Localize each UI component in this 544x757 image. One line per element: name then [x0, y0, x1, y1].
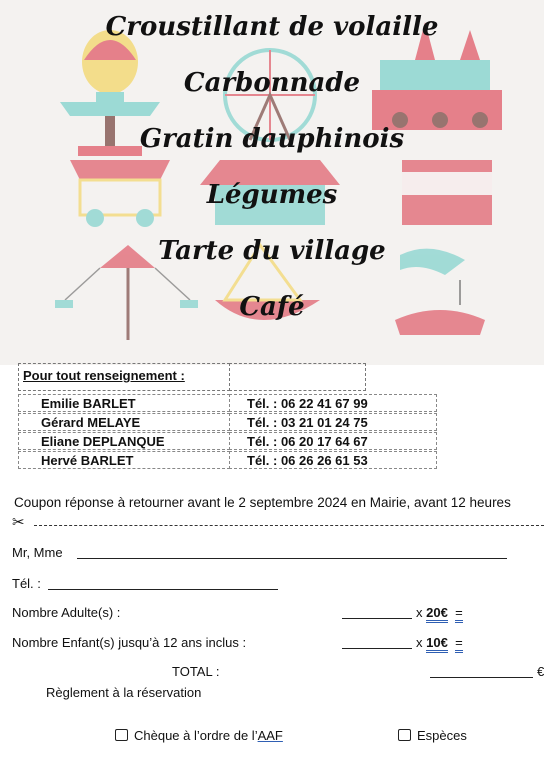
contact-row: [18, 451, 437, 469]
children-price: x 10€ =: [416, 635, 463, 650]
contact-phone: Tél. : 06 20 17 64 67: [229, 432, 437, 450]
contact-name: Eliane DEPLANQUE: [18, 432, 230, 450]
tel-field[interactable]: [48, 577, 278, 590]
coupon-intro: Coupon réponse à retourner avant le 2 septembre 2024 en Mairie, avant 12 heures: [14, 495, 511, 510]
cash-checkbox[interactable]: [398, 729, 411, 741]
name-field[interactable]: [77, 546, 507, 559]
contact-phone: Tél. : 06 22 41 67 99: [229, 394, 437, 412]
tel-label: Tél. :: [12, 576, 41, 591]
menu-item-3: Gratin dauphinois: [139, 124, 405, 154]
total-unit: €: [537, 664, 544, 679]
total-field[interactable]: [430, 665, 533, 678]
children-count-field[interactable]: [342, 636, 412, 649]
menu-item-2: Carbonnade: [183, 68, 361, 98]
children-label: Nombre Enfant(s) jusqu’à 12 ans inclus :: [12, 635, 247, 650]
contact-name: Emilie BARLET: [18, 394, 230, 412]
contact-phone: Tél. : 03 21 01 24 75: [229, 413, 437, 431]
scissors-icon: ✂: [12, 514, 25, 531]
menu-item-5: Tarte du village: [158, 236, 386, 266]
adults-label: Nombre Adulte(s) :: [12, 605, 121, 620]
cut-line: [34, 525, 544, 526]
contact-name: Gérard MELAYE: [18, 413, 230, 431]
menu-item-4: Légumes: [206, 180, 338, 210]
cheque-checkbox[interactable]: [115, 729, 128, 741]
contacts-title: Pour tout renseignement :: [23, 368, 185, 383]
cash-option[interactable]: Espèces: [398, 728, 467, 743]
payment-label: Règlement à la réservation: [46, 685, 202, 700]
menu-item-6: Café: [239, 292, 305, 322]
contact-row: [18, 394, 437, 412]
menu-item-1: Croustillant de volaille: [105, 12, 439, 42]
contact-row: [18, 413, 437, 431]
cheque-option[interactable]: Chèque à l’ordre de l’AAF: [115, 728, 383, 743]
contact-row: [18, 432, 437, 450]
contact-name: Hervé BARLET: [18, 451, 230, 469]
contact-phone: Tél. : 06 26 26 61 53: [229, 451, 437, 469]
adults-count-field[interactable]: [342, 606, 412, 619]
adults-price: x 20€ =: [416, 605, 463, 620]
name-label: Mr, Mme: [12, 545, 63, 560]
total-label: TOTAL :: [172, 664, 220, 679]
